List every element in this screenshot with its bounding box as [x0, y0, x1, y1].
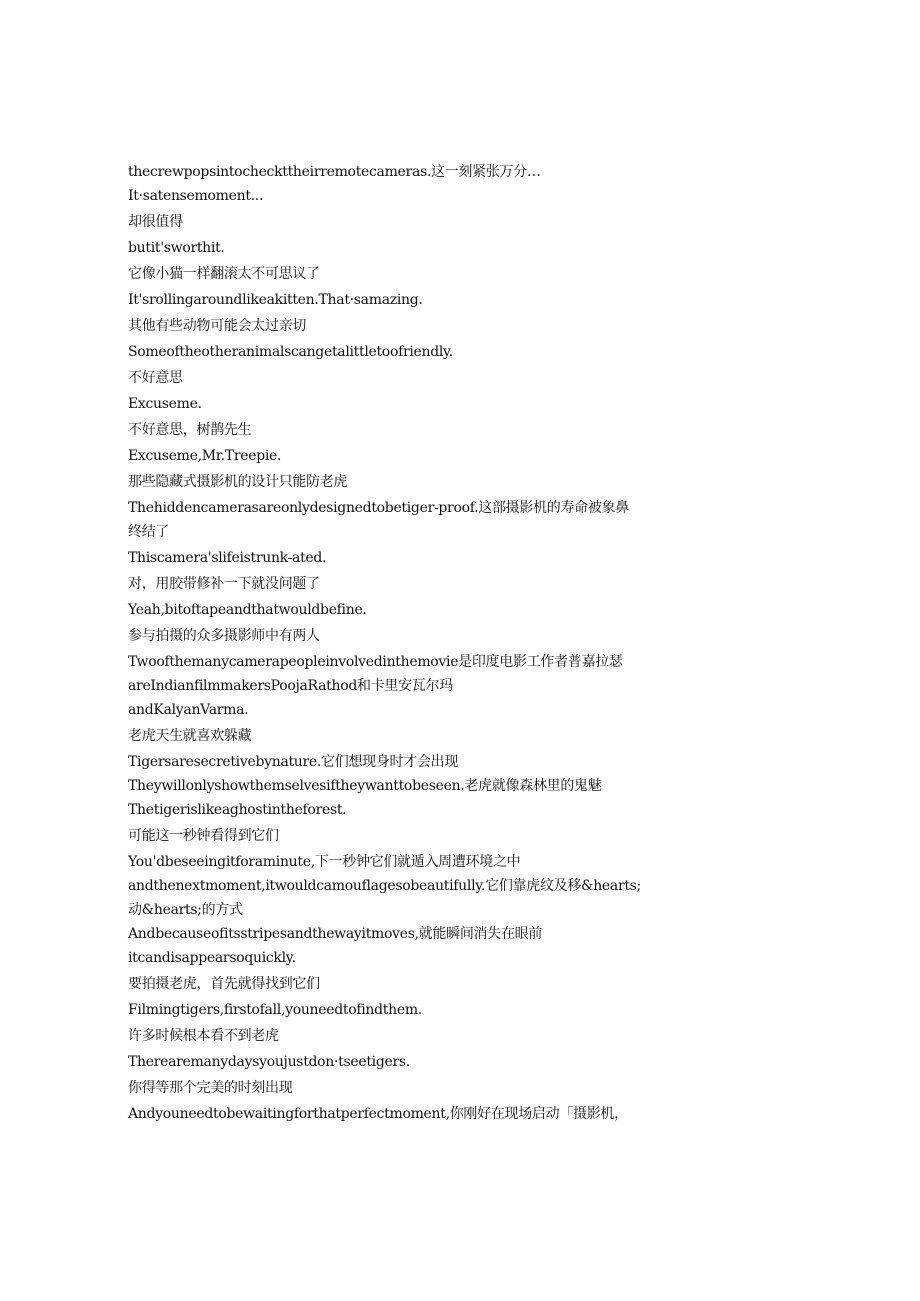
text-line: 许多时候根本看不到老虎 [128, 1028, 279, 1044]
text-line: 老虎天生就喜欢躲藏 [128, 728, 252, 744]
text-line: Excuseme,Mr.Treepie. [128, 448, 282, 464]
text-line: 其他有些动物可能会太过亲切 [128, 318, 307, 334]
text-line: Yeah,bitoftapeandthatwouldbefine. [128, 602, 367, 618]
text-line: 不好意思 [128, 370, 183, 386]
text-line: 那些隐藏式摄影机的设计只能防老虎 [128, 474, 348, 490]
text-line: Twoofthemanycamerapeopleinvolvedinthemovie是印度电影工作者普嘉拉瑟 [128, 654, 623, 670]
text-line: Tigersaresecretivebynature.它们想现身时才会出现 [128, 754, 459, 770]
text-line: Andyouneedtobewaitingforthatperfectmoment,你刚好在现场启动「摄影机， [128, 1106, 628, 1122]
text-line: 可能这一秒钟看得到它们 [128, 828, 279, 844]
text-line: It'srollingaroundlikeakitten.That·samazing. [128, 292, 423, 308]
text-line: andthenextmoment,itwouldcamouflagesobeautifully.它们靠虎纹及移&hearts; [128, 878, 641, 894]
text-line: Theywillonlyshowthemselvesiftheywanttobeseen.老虎就像森林里的鬼魅 [128, 778, 602, 794]
text-line: andKalyanVarma. [128, 702, 249, 718]
text-line: 你得等那个完美的时刻出现 [128, 1080, 293, 1096]
text-line: 要拍摄老虎，首先就得找到它们 [128, 976, 320, 992]
text-line: 不好意思，树鹊先生 [128, 422, 252, 438]
text-line: Thiscamera'slifeistrunk-ated. [128, 550, 327, 566]
text-line: Someoftheotheranimalscangetalittletoofriendly. [128, 344, 453, 360]
text-line: 却很值得 [128, 214, 183, 230]
text-line: 终结了 [128, 524, 170, 540]
text-line: It·satensemoment... [128, 188, 264, 204]
text-line: Excuseme. [128, 396, 202, 412]
text-line: Thetigerislikeaghostintheforest. [128, 802, 347, 818]
text-line: 参与拍摄的众多摄影师中有两人 [128, 628, 320, 644]
text-line: thecrewpopsintocheckttheirremotecameras.这一刻紧张万分… [128, 164, 541, 180]
text-line: areIndianfilmmakersPoojaRathod和卡里安瓦尔玛 [128, 678, 453, 694]
text-line: itcandisappearsoquickly. [128, 950, 296, 966]
text-line: Thehiddencamerasareonlydesignedtobetiger-proof.这部摄影机的寿命被象鼻 [128, 500, 629, 516]
text-line: 对，用胶带修补一下就没问题了 [128, 576, 320, 592]
subtitle-transcript [128, 160, 668, 1126]
text-line: Therearemanydaysyoujustdon·tseetigers. [128, 1054, 410, 1070]
text-line: 动&hearts;的方式 [128, 902, 243, 918]
text-line: Filmingtigers,firstofall,youneedtofindthem. [128, 1002, 422, 1018]
text-line: butit'sworthit. [128, 240, 225, 256]
text-line: Andbecauseofitsstripesandthewayitmoves,就能瞬间消失在眼前 [128, 926, 543, 942]
text-line: You'dbeseeingitforaminute,下一秒钟它们就遁入周遭环境之中 [128, 854, 521, 870]
text-line: 它像小猫一样翻滚太不可思议了 [128, 266, 320, 282]
